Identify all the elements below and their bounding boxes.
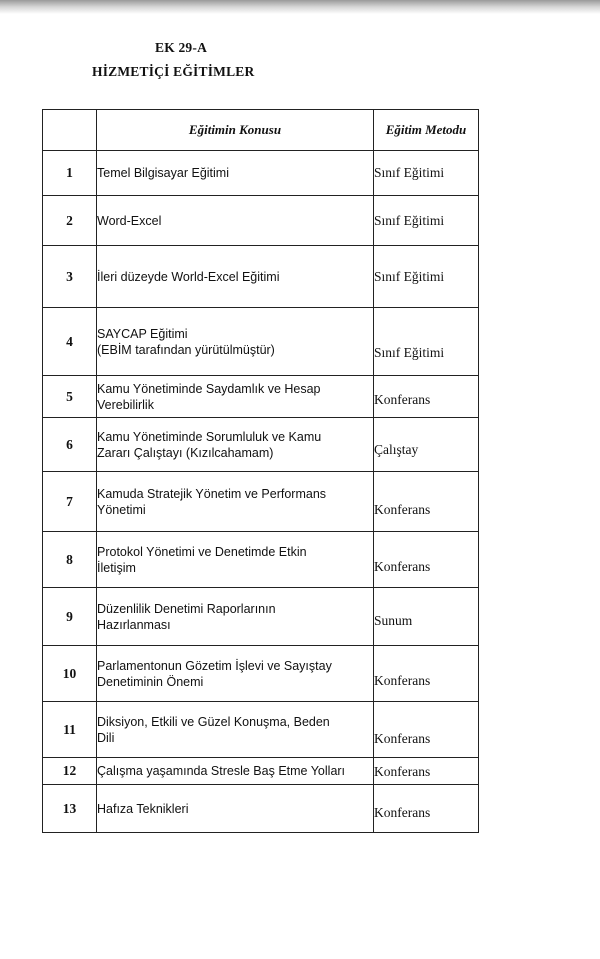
table-row — [43, 151, 479, 196]
row-topic — [97, 418, 374, 472]
row-topic — [97, 196, 374, 246]
row-method: Konferans — [374, 785, 479, 833]
row-number: 6 — [43, 418, 97, 472]
row-method: Sınıf Eğitimi — [374, 308, 479, 376]
row-topic-line: Parlamentonun Gözetim İşlevi ve Sayıştay — [97, 658, 332, 673]
row-topic — [97, 646, 374, 702]
row-topic-line: SAYCAP Eğitimi — [97, 326, 188, 341]
table-header-row — [43, 110, 479, 151]
row-topic — [97, 472, 374, 532]
table-row — [43, 702, 479, 758]
row-topic-line: Hafıza Teknikleri — [97, 801, 189, 816]
row-topic-line-2: Denetiminin Önemi — [97, 674, 204, 689]
row-topic-line: Temel Bilgisayar Eğitimi — [97, 166, 229, 180]
row-topic-line: Word-Excel — [97, 213, 162, 228]
row-topic — [97, 376, 374, 418]
row-number: 4 — [43, 308, 97, 376]
row-topic-line-2: Verebilirlik — [97, 397, 154, 412]
row-method: Çalıştay — [374, 418, 479, 472]
row-number: 3 — [43, 246, 97, 308]
table-row — [43, 472, 479, 532]
row-topic — [97, 758, 374, 785]
row-topic-line-2: Dili — [97, 730, 115, 745]
table-row — [43, 758, 479, 785]
scan-top-shadow — [0, 0, 600, 14]
row-topic-line-2: İletişim — [97, 560, 136, 575]
training-table — [42, 109, 479, 833]
row-topic — [97, 308, 374, 376]
row-topic-line: Protokol Yönetimi ve Denetimde Etkin — [97, 544, 307, 559]
row-topic-line-2: (EBİM tarafından yürütülmüştür) — [97, 342, 275, 357]
header-number — [43, 110, 97, 151]
row-method: Konferans — [374, 532, 479, 588]
table-row — [43, 785, 479, 833]
row-method: Konferans — [374, 646, 479, 702]
row-method: Konferans — [374, 472, 479, 532]
header-topic: Eğitimin Konusu — [97, 110, 374, 151]
row-number: 11 — [43, 702, 97, 758]
row-topic-line: Kamuda Stratejik Yönetim ve Performans — [97, 486, 327, 501]
table-row — [43, 418, 479, 472]
row-number: 2 — [43, 196, 97, 246]
row-topic — [97, 532, 374, 588]
row-number: 10 — [43, 646, 97, 702]
row-topic-line-2: Hazırlanması — [97, 617, 171, 632]
row-method: Sunum — [374, 588, 479, 646]
row-topic — [97, 785, 374, 833]
table-row — [43, 588, 479, 646]
row-method: Sınıf Eğitimi — [374, 196, 479, 246]
row-method: Konferans — [374, 758, 479, 785]
row-method: Sınıf Eğitimi — [374, 246, 479, 308]
row-topic-line: Çalışma yaşamında Stresle Baş Etme Yolları — [97, 764, 346, 778]
table-row — [43, 308, 479, 376]
table-row — [43, 376, 479, 418]
document-title: HİZMETİÇİ EĞİTİMLER — [92, 64, 255, 79]
row-number: 9 — [43, 588, 97, 646]
row-topic-line: Kamu Yönetiminde Saydamlık ve Hesap — [97, 381, 321, 396]
row-number: 13 — [43, 785, 97, 833]
row-topic-line: Düzenlilik Denetimi Raporlarının — [97, 601, 276, 616]
table-row — [43, 532, 479, 588]
table-row — [43, 246, 479, 308]
row-topic-line: Diksiyon, Etkili ve Güzel Konuşma, Beden — [97, 714, 330, 729]
header-method: Eğitim Metodu — [374, 110, 479, 151]
row-topic — [97, 246, 374, 308]
row-method: Konferans — [374, 376, 479, 418]
document-code: EK 29-A — [155, 40, 208, 55]
row-topic — [97, 151, 374, 196]
table-row — [43, 646, 479, 702]
row-number: 7 — [43, 472, 97, 532]
row-number: 5 — [43, 376, 97, 418]
row-topic-line-2: Yönetimi — [97, 502, 146, 517]
row-number: 8 — [43, 532, 97, 588]
row-topic-line-2: Zararı Çalıştayı (Kızılcahamam) — [97, 445, 274, 460]
row-topic — [97, 702, 374, 758]
table-row — [43, 196, 479, 246]
row-number: 12 — [43, 758, 97, 785]
row-topic-line: Kamu Yönetiminde Sorumluluk ve Kamu — [97, 429, 322, 444]
row-number: 1 — [43, 151, 97, 196]
row-topic — [97, 588, 374, 646]
row-method: Sınıf Eğitimi — [374, 151, 479, 196]
row-topic-line: İleri düzeyde World-Excel Eğitimi — [97, 269, 280, 284]
row-method: Konferans — [374, 702, 479, 758]
